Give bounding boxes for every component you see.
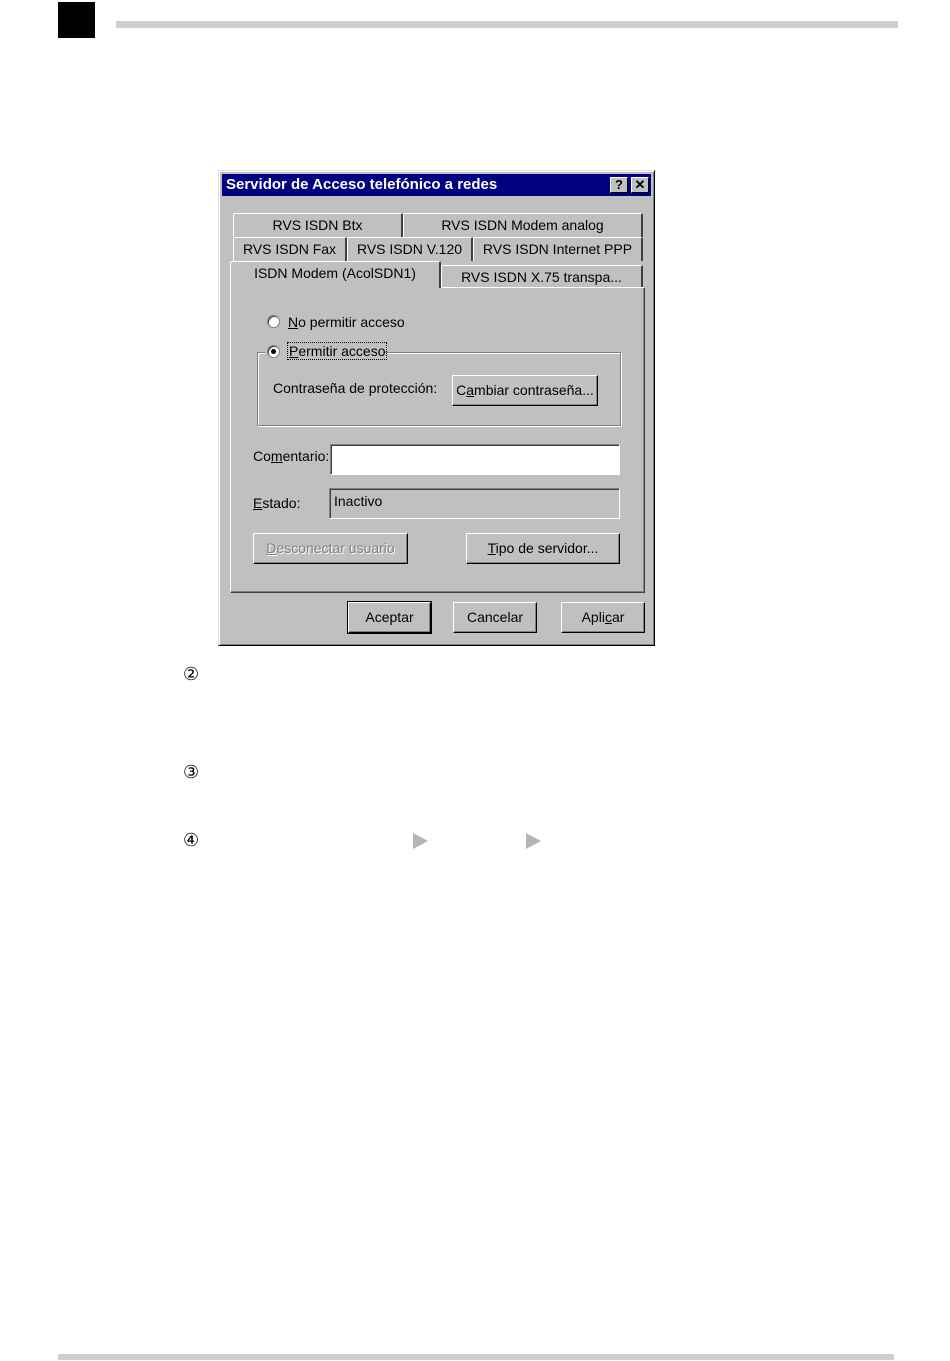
- footer-rule: [58, 1354, 894, 1360]
- triangle-right-icon: [413, 833, 428, 849]
- close-button[interactable]: ✕: [631, 177, 649, 193]
- cancel-button[interactable]: Cancelar: [453, 602, 537, 633]
- allow-access-radio[interactable]: [267, 345, 280, 358]
- tab-rvs-isdn-fax[interactable]: RVS ISDN Fax: [233, 237, 347, 261]
- server-type-button[interactable]: Tipo de servidor...: [466, 533, 620, 564]
- allow-access-label[interactable]: Permitir acceso: [289, 343, 386, 359]
- status-field: Inactivo: [329, 488, 620, 519]
- tab-isdn-modem[interactable]: ISDN Modem (AcolSDN1): [230, 261, 441, 288]
- step-4-marker: ④: [183, 830, 200, 851]
- status-label: Estado:: [253, 495, 301, 511]
- comment-input[interactable]: [330, 444, 620, 475]
- tab-rvs-isdn-internet-ppp[interactable]: RVS ISDN Internet PPP: [473, 237, 643, 261]
- header-rule: [116, 21, 898, 28]
- dial-up-server-dialog: [218, 170, 655, 646]
- page-marker-block: [58, 2, 95, 38]
- no-access-radio[interactable]: [267, 315, 280, 328]
- triangle-right-icon: [526, 833, 541, 849]
- tab-panel: [230, 287, 645, 593]
- apply-button[interactable]: Aplicar: [561, 602, 645, 633]
- step-2-marker: ②: [183, 664, 200, 685]
- dialog-titlebar: [222, 174, 651, 196]
- tab-rvs-isdn-modem-analog[interactable]: RVS ISDN Modem analog: [403, 213, 643, 237]
- dialog-title: Servidor de Acceso telefónico a redes: [226, 176, 498, 193]
- tab-rvs-isdn-btx[interactable]: RVS ISDN Btx: [233, 213, 403, 237]
- password-label: Contraseña de protección:: [273, 380, 438, 396]
- change-password-button[interactable]: Cambiar contraseña...: [452, 375, 598, 406]
- tab-rvs-isdn-x75[interactable]: RVS ISDN X.75 transpa...: [441, 265, 643, 289]
- disconnect-user-button: Desconectar usuario: [253, 533, 408, 564]
- no-access-label[interactable]: No permitir acceso: [288, 314, 405, 330]
- help-button[interactable]: ?: [610, 177, 628, 193]
- comment-label: Comentario:: [253, 448, 330, 464]
- accept-button[interactable]: Aceptar: [348, 602, 431, 633]
- tab-rvs-isdn-v120[interactable]: RVS ISDN V.120: [347, 237, 473, 261]
- step-3-marker: ③: [183, 762, 200, 783]
